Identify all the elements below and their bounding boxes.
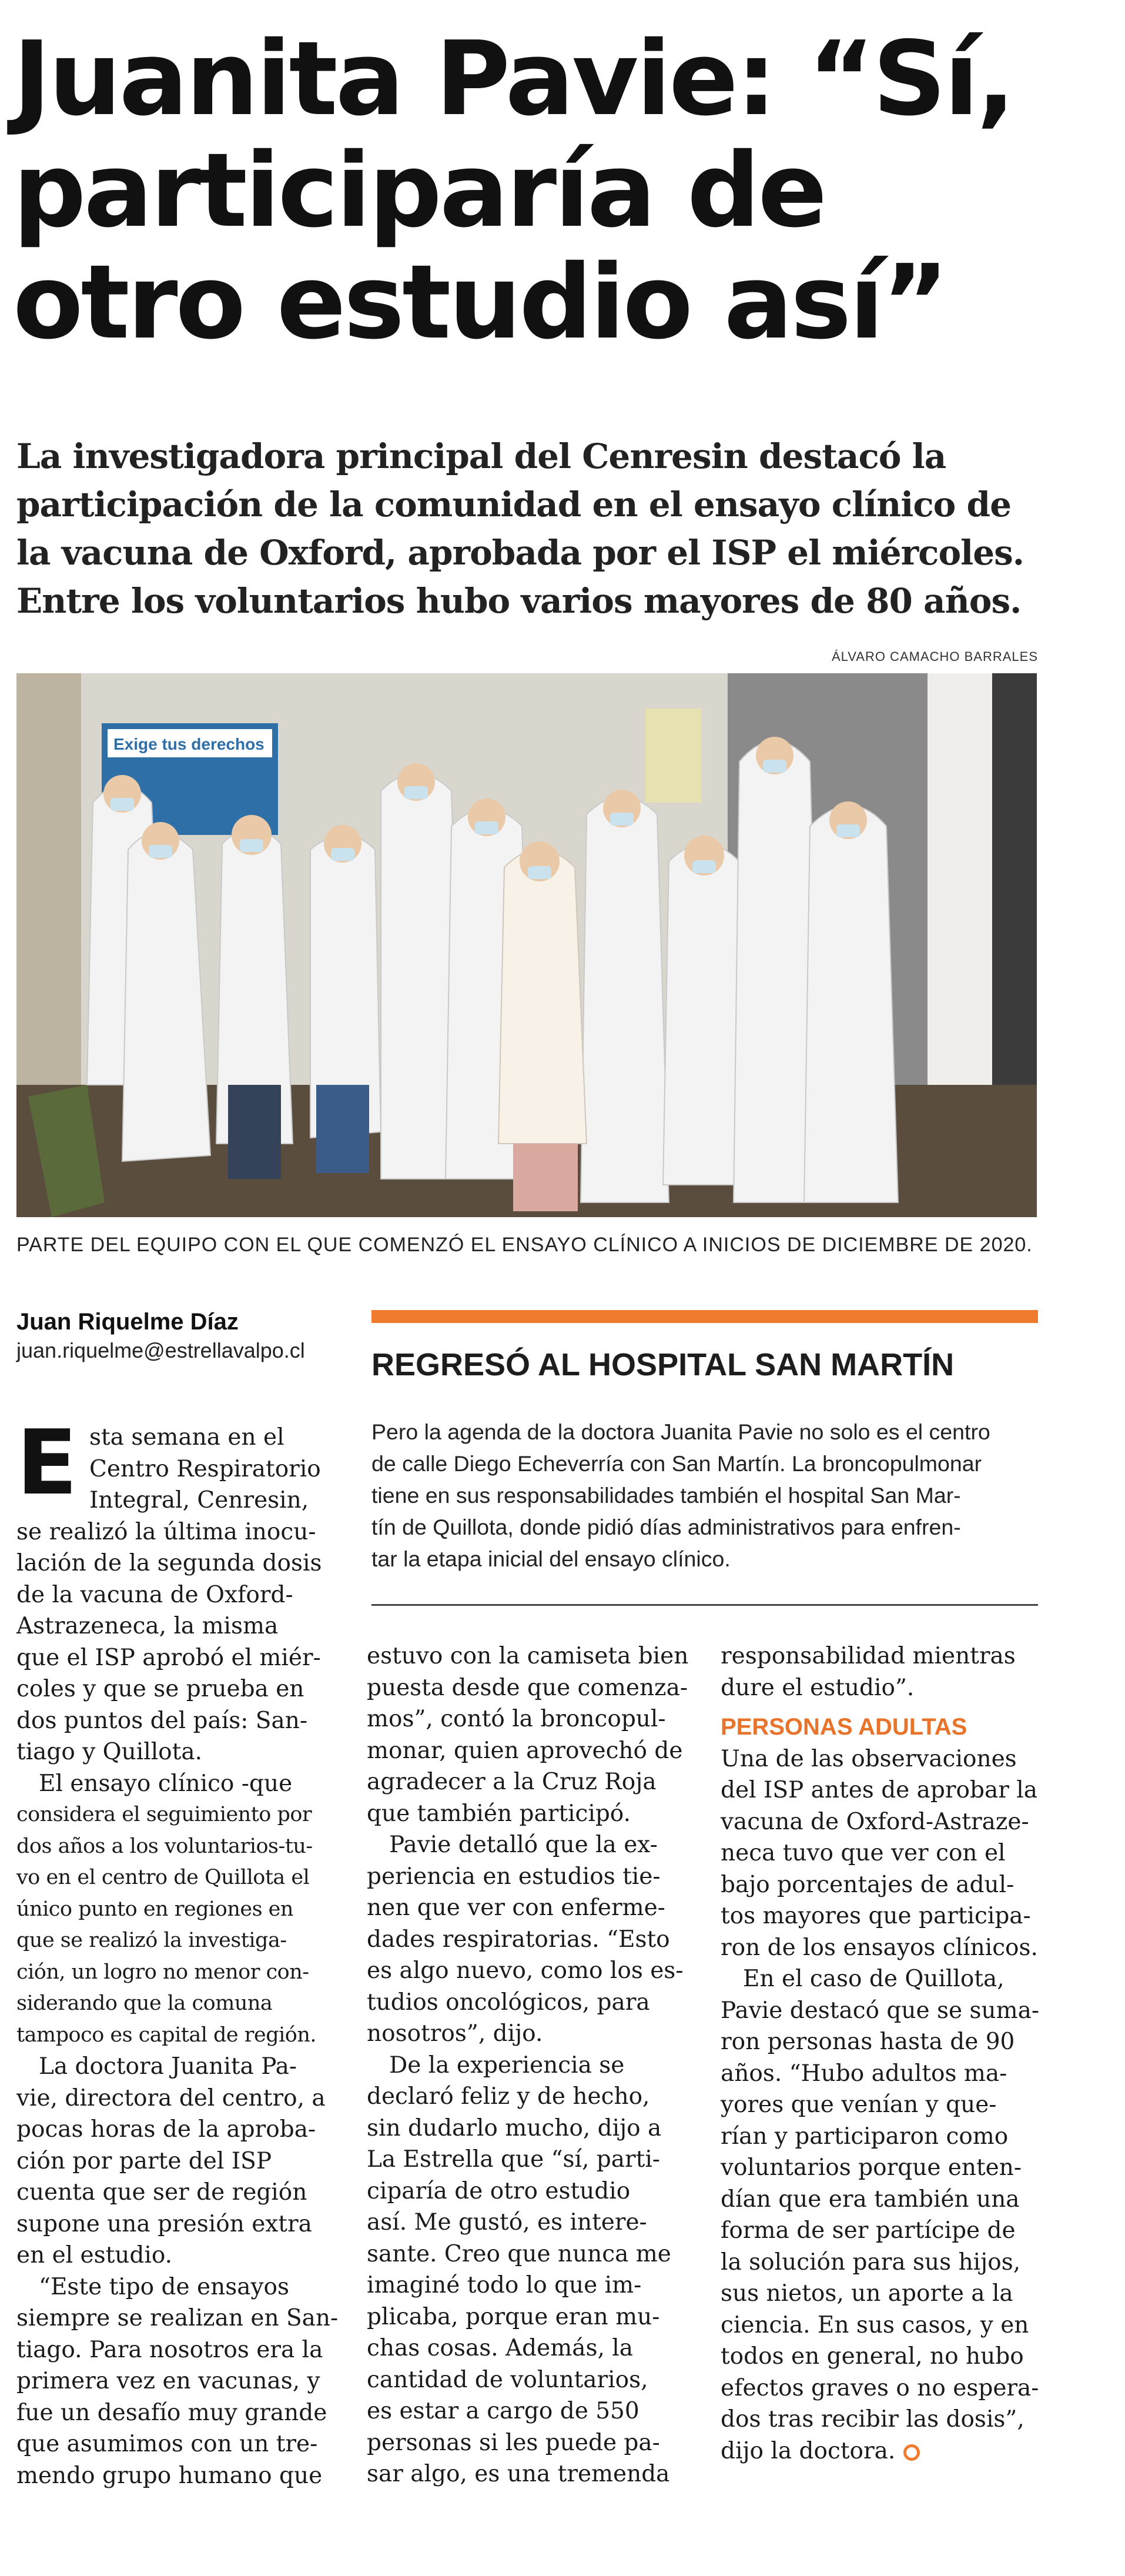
- body-line: sar algo, es una tremenda: [367, 2461, 670, 2487]
- sidebar-line: tar la etapa inicial del ensayo clínico.: [371, 1546, 731, 1571]
- body-line: voluntarios porque enten-: [721, 2154, 1022, 2181]
- body-line: agradecer a la Cruz Roja: [367, 1769, 657, 1795]
- deck-line: Entre los voluntarios hubo varios mayores de 80 años.: [16, 581, 1022, 621]
- body-line: cuenta que ser de región: [16, 2179, 307, 2206]
- body-line: considera el seguimiento por: [16, 1803, 312, 1826]
- body-line: sus nietos, un aporte a la: [721, 2280, 1013, 2307]
- accent-bar: [371, 1310, 1038, 1323]
- body-line: forma de ser partícipe de: [721, 2217, 1016, 2244]
- body-line: la solución para sus hijos,: [721, 2248, 1021, 2276]
- body-line: dos años a los voluntarios-tu-: [16, 1834, 313, 1858]
- body-line: lación de la segunda dosis: [16, 1550, 322, 1576]
- body-column-3: [721, 1641, 1050, 2467]
- body-line: yores que venían y que-: [721, 2091, 997, 2118]
- body-line: años. “Hubo adultos ma-: [721, 2060, 1007, 2087]
- body-line: mos”, contó la broncopul-: [367, 1706, 666, 1732]
- body-line: ción por parte del ISP: [16, 2147, 272, 2174]
- body-line: nen que ver con enferme-: [367, 1895, 665, 1921]
- body-line: tiago y Quillota.: [16, 1739, 202, 1765]
- body-line: ron personas hasta de 90: [721, 2029, 1015, 2055]
- body-line: estuvo con la camiseta bien: [367, 1643, 689, 1669]
- body-line: Integral, Cenresin,: [89, 1487, 309, 1513]
- deck: [16, 432, 1110, 625]
- body-line: Pavie detalló que la ex-: [389, 1832, 658, 1858]
- body-column-1: [16, 1411, 355, 2491]
- body-line: nosotros”, dijo.: [367, 2020, 543, 2047]
- body-line: único punto en regiones en: [16, 1897, 293, 1921]
- body-line: neca tuvo que ver con el: [721, 1840, 1006, 1866]
- body-line: sta semana en el: [89, 1424, 284, 1451]
- body-line: supone una presión extra: [16, 2210, 312, 2237]
- body-line: La doctora Juanita Pa-: [39, 2053, 297, 2080]
- sidebar-title: REGRESÓ AL HOSPITAL SAN MARTÍN: [371, 1347, 955, 1382]
- body-line: que asumimos con un tre-: [16, 2431, 318, 2457]
- body-line: dijo la doctora.: [721, 2437, 896, 2464]
- headline-line: participaría de: [13, 131, 825, 250]
- body-line: responsabilidad mientras: [721, 1643, 1016, 1669]
- body-line: de la vacuna de Oxford-: [16, 1581, 293, 1608]
- body-line: sin dudarlo mucho, dijo a: [367, 2114, 662, 2141]
- body-line: Pavie destacó que se suma-: [721, 1997, 1040, 2024]
- body-line: tos mayores que participa-: [721, 1903, 1031, 1929]
- body-line: ron de los ensayos clínicos.: [721, 1934, 1038, 1961]
- drop-cap: E: [16, 1411, 78, 1515]
- body-line: vo en el centro de Quillota el: [16, 1866, 310, 1889]
- sidebar-line: Pero la agenda de la doctora Juanita Pavie no solo es el centro: [371, 1419, 990, 1444]
- body-line: personas si les puede pa-: [367, 2429, 660, 2456]
- body-line: tampoco es capital de región.: [16, 2023, 317, 2047]
- deck-line: participación de la comunidad en el ensayo clínico de: [16, 485, 1011, 524]
- end-mark-icon: [903, 2444, 920, 2461]
- body-line: siderando que la comuna: [16, 1992, 273, 2015]
- body-line: fue un desafío muy grande: [16, 2399, 327, 2426]
- body-line: plicaba, porque eran mu-: [367, 2303, 660, 2330]
- body-line: ciencia. En sus casos, y en: [721, 2311, 1029, 2338]
- body-line: dades respiratorias. “Esto: [367, 1926, 670, 1953]
- body-line: En el caso de Quillota,: [743, 1966, 1005, 1992]
- body-line: declaró feliz y de hecho,: [367, 2083, 650, 2110]
- body-line: así. Me gustó, es intere-: [367, 2209, 647, 2236]
- body-line: que se realizó la investiga-: [16, 1929, 287, 1952]
- body-line: es algo nuevo, como los es-: [367, 1957, 684, 1984]
- body-line: en el estudio.: [16, 2242, 173, 2268]
- author-name: Juan Riquelme Díaz: [16, 1309, 239, 1335]
- body-line: sante. Creo que nunca me: [367, 2240, 671, 2267]
- body-line: rían y participaron como: [721, 2123, 1009, 2150]
- body-line: siempre se realizan en San-: [16, 2305, 339, 2331]
- body-line: que el ISP aprobó el miér-: [16, 1644, 321, 1671]
- body-line: efectos graves o no espera-: [721, 2374, 1039, 2401]
- body-line: que también participó.: [367, 1800, 631, 1827]
- body-line: ción, un logro no menor con-: [16, 1960, 309, 1984]
- body-line: dían que era también una: [721, 2186, 1020, 2213]
- headline-line: otro estudio así”: [13, 243, 947, 362]
- body-line: El ensayo clínico -que: [39, 1770, 293, 1797]
- body-line: tiago. Para nosotros era la: [16, 2336, 323, 2363]
- body-line: La Estrella que “sí, parti-: [367, 2146, 660, 2173]
- body-line: es estar a cargo de 550: [367, 2398, 639, 2424]
- body-line: chas cosas. Además, la: [367, 2335, 633, 2361]
- body-line: del ISP antes de aprobar la: [721, 1777, 1037, 1803]
- body-line: se realizó la última inocu-: [16, 1518, 316, 1545]
- body-line: De la experiencia se: [389, 2052, 625, 2079]
- body-line: primera vez en vacunas, y: [16, 2368, 320, 2394]
- body-line: monar, quien aprovechó de: [367, 1737, 683, 1764]
- body-line-final: [721, 2435, 1050, 2467]
- deck-line: la vacuna de Oxford, aprobada por el ISP el miércoles.: [16, 533, 1024, 573]
- body-line: Astrazeneca, la misma: [16, 1613, 279, 1639]
- body-line: dure el estudio”.: [721, 1674, 915, 1701]
- body-line: coles y que se prueba en: [16, 1676, 304, 1702]
- body-line: bajo porcentajes de adul-: [721, 1871, 1014, 1898]
- body-line: mendo grupo humano que: [16, 2462, 323, 2489]
- poster-text: Exige tus derechos: [113, 735, 264, 753]
- sidebar-text: [371, 1416, 1038, 1575]
- headline-line: Juanita Pavie: “Sí,: [13, 19, 1013, 139]
- subhead-personas-adultas: PERSONAS ADULTAS: [721, 1714, 967, 1740]
- body-line: vie, directora del centro, a: [16, 2084, 326, 2111]
- sidebar-line: de calle Diego Echeverría con San Martín. La broncopulmonar: [371, 1451, 982, 1476]
- body-line: todos en general, no hubo: [721, 2343, 1024, 2370]
- sidebar-divider: [371, 1604, 1038, 1606]
- body-line: Centro Respiratorio: [89, 1455, 321, 1482]
- body-line: dos puntos del país: San-: [16, 1707, 308, 1734]
- team-photo: [16, 673, 1037, 1217]
- body-column-2: [367, 1641, 705, 2490]
- body-line: puesta desde que comenza-: [367, 1674, 688, 1701]
- body-line: cantidad de voluntarios,: [367, 2366, 648, 2393]
- body-line: imaginé todo lo que im-: [367, 2272, 642, 2298]
- author-email[interactable]: juan.riquelme@estrellavalpo.cl: [16, 1338, 305, 1362]
- body-line: tudios oncológicos, para: [367, 1989, 650, 2016]
- sidebar-line: tiene en sus responsabilidades también el hospital San Mar-: [371, 1483, 961, 1508]
- body-line: “Este tipo de ensayos: [39, 2273, 289, 2300]
- photo-caption: PARTE DEL EQUIPO CON EL QUE COMENZÓ EL ENSAYO CLÍNICO A INICIOS DE DICIEMBRE DE 2020.: [16, 1234, 1033, 1256]
- body-line: vacuna de Oxford-Astraze-: [721, 1808, 1029, 1835]
- sidebar-line: tín de Quillota, donde pidió días administrativos para enfren-: [371, 1515, 961, 1539]
- photo-credit: ÁLVARO CAMACHO BARRALES: [831, 649, 1038, 664]
- body-line: dos tras recibir las dosis”,: [721, 2406, 1024, 2433]
- body-line: pocas horas de la aproba-: [16, 2116, 316, 2143]
- body-line: periencia en estudios tie-: [367, 1863, 661, 1890]
- body-line: Una de las observaciones: [721, 1745, 1017, 1772]
- headline: [13, 19, 1106, 362]
- body-line: ciparía de otro estudio: [367, 2177, 631, 2204]
- deck-line: La investigadora principal del Cenresin destacó la: [16, 436, 946, 476]
